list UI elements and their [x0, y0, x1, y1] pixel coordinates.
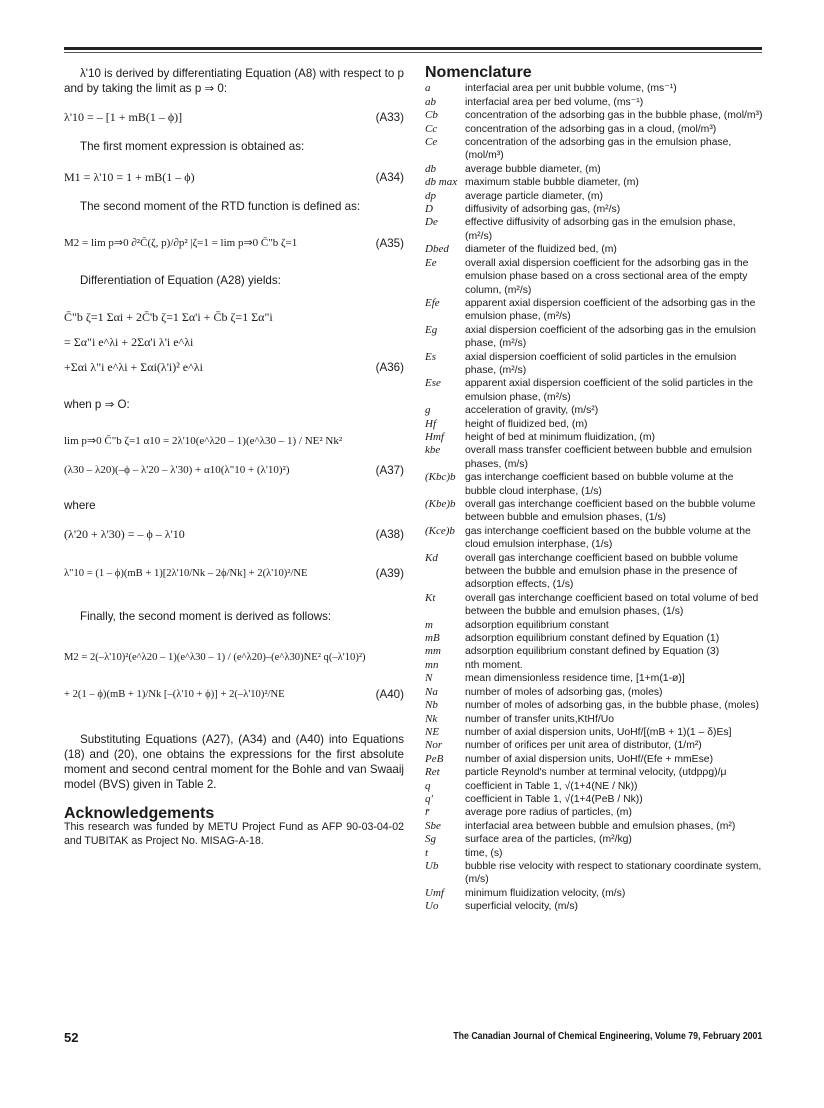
nomenclature-symbol: r̄ — [425, 806, 430, 819]
equation-a36-line3 — [64, 360, 404, 375]
nomenclature-symbol: mn — [425, 658, 439, 671]
nomenclature-column — [425, 66, 765, 914]
nomenclature-item — [425, 780, 765, 793]
first-moment-paragraph: The first moment expression is obtained as: — [80, 140, 305, 153]
nomenclature-definition: gas interchange coefficient based on bubble volume at the bubble cloud interphase, (1/s) — [465, 472, 734, 497]
nomenclature-item — [425, 431, 765, 444]
nomenclature-symbol: PeB — [425, 752, 444, 765]
nomenclature-definition: maximum stable bubble diameter, (m) — [465, 177, 639, 189]
equation-number: (A33) — [375, 111, 404, 124]
nomenclature-symbol: Hmf — [425, 430, 444, 443]
nomenclature-definition: adsorption equilibrium constant defined by Equation (1) — [465, 633, 720, 645]
nomenclature-item — [425, 753, 765, 766]
nomenclature-symbol: (Kbe)b — [425, 498, 456, 510]
nomenclature-definition: overall gas interchange coefficient based on the bubble volume between bubble and emulsion phases, (1/s) — [465, 499, 756, 524]
nomenclature-item — [425, 739, 765, 752]
nomenclature-item — [425, 203, 765, 216]
nomenclature-symbol: g — [425, 404, 431, 417]
nomenclature-definition: number of orifices per unit area of distributor, (1/m²) — [465, 740, 702, 752]
nomenclature-item — [425, 592, 765, 619]
nomenclature-symbol: De — [425, 216, 438, 229]
top-rule — [64, 47, 762, 50]
nomenclature-symbol: Nb — [425, 699, 438, 712]
nomenclature-definition: diameter of the fluidized bed, (m) — [465, 244, 617, 256]
nomenclature-item — [425, 726, 765, 739]
intro-paragraph: λ'10 is derived by differentiating Equation (A8) with respect to p and by taking the limit as p ⇒ 0: — [64, 67, 404, 95]
equation-number: (A35) — [375, 237, 404, 250]
nomenclature-definition: concentration of the adsorbing gas in the emulsion phase, (mol/m³) — [465, 137, 732, 162]
journal-footer: The Canadian Journal of Chemical Engineering, Volume 79, February 2001 — [452, 1031, 762, 1042]
nomenclature-item — [425, 552, 765, 592]
second-moment-paragraph: The second moment of the RTD function is defined as: — [80, 200, 361, 213]
nomenclature-symbol: Cb — [425, 109, 438, 122]
equation-expr: + 2(1 – ϕ)(mB + 1)/Nk [–(λ'10 + ϕ)] + 2(–λ'10)²/NE — [64, 689, 285, 700]
nomenclature-item — [425, 163, 765, 176]
nomenclature-item — [425, 793, 765, 806]
equation-expr: M2 = lim p⇒0 ∂²C̄(ζ, p)/∂p² |ζ=1 = lim p⇒0 C̄"b ζ=1 — [64, 237, 298, 249]
equation-expr: (λ30 – λ20)(–ϕ – λ'20 – λ'30) + α10(λ"10 + (λ'10)²) — [64, 464, 290, 476]
equation-expr: (λ'20 + λ'30) = – ϕ – λ'10 — [64, 527, 185, 541]
nomenclature-symbol: (Kce)b — [425, 524, 455, 537]
nomenclature-definition: overall gas interchange coefficient based on bubble volume between the bubble and emulsion phase in the presence of adsorption effects, (1/s) — [465, 552, 739, 591]
nomenclature-symbol: Eg — [425, 323, 438, 336]
nomenclature-item — [425, 860, 765, 887]
nomenclature-definition: interfacial area between bubble and emulsion phases, (m²) — [465, 820, 736, 832]
nomenclature-item — [425, 216, 765, 243]
nomenclature-item — [425, 444, 765, 471]
nomenclature-item — [425, 847, 765, 860]
nomenclature-definition: gas interchange coefficient based on the bubble volume at the cloud emulsion interphase, (1/s) — [465, 525, 751, 551]
nomenclature-heading: Nomenclature — [425, 64, 532, 81]
equation-expr: λ'10 = – [1 + mB(1 – ϕ)] — [64, 110, 183, 124]
equation-a33 — [64, 110, 404, 125]
nomenclature-symbol: Kt — [425, 591, 436, 604]
nomenclature-symbol: N — [425, 672, 433, 685]
nomenclature-definition: concentration of the adsorbing gas in a cloud, (mol/m³) — [465, 123, 717, 135]
nomenclature-definition: coefficient in Table 1, √(1+4(PeB / Nk)) — [465, 793, 643, 805]
equation-number: (A37) — [375, 464, 404, 477]
nomenclature-symbol: db max — [425, 176, 458, 189]
substituting-paragraph: Substituting Equations (A27), (A34) and (A40) into Equations (18) and (20), one obtains the expressions for the first absolute moment and second central moment for the Bohle and van Swaaij model (BVS) given in Table 2. — [64, 733, 404, 791]
nomenclature-definition: superficial velocity, (m/s) — [465, 901, 578, 913]
nomenclature-item — [425, 377, 765, 404]
nomenclature-symbol: Ee — [425, 256, 437, 269]
nomenclature-symbol: mB — [425, 632, 440, 645]
nomenclature-definition: average pore radius of particles, (m) — [465, 807, 632, 819]
nomenclature-item — [425, 297, 765, 324]
nomenclature-item — [425, 672, 765, 685]
nomenclature-item — [425, 699, 765, 712]
nomenclature-item — [425, 766, 765, 779]
nomenclature-definition: mean dimensionless residence time, [1+m(1-ø)] — [465, 673, 685, 685]
nomenclature-symbol: Ese — [425, 377, 441, 390]
nomenclature-item — [425, 190, 765, 203]
nomenclature-symbol: dp — [425, 189, 436, 202]
nomenclature-item — [425, 404, 765, 417]
nomenclature-item — [425, 525, 765, 552]
nomenclature-symbol: ab — [425, 95, 436, 108]
nomenclature-definition: number of axial dispersion units, UoHf/(Efe + mmEse) — [465, 753, 714, 765]
nomenclature-symbol: a — [425, 82, 431, 95]
equation-expr: λ"10 = (1 – ϕ)(mB + 1)[2λ'10/Nk – 2ϕ/Nk] + 2(λ'10)²/NE — [64, 568, 308, 579]
nomenclature-definition: average bubble diameter, (m) — [465, 163, 601, 175]
nomenclature-item — [425, 82, 765, 95]
nomenclature-item — [425, 833, 765, 846]
differentiation-paragraph: Differentiation of Equation (A28) yields: — [80, 274, 281, 287]
nomenclature-definition: bubble rise velocity with respect to stationary coordinate system, (m/s) — [465, 860, 762, 886]
nomenclature-item — [425, 686, 765, 699]
equation-a35 — [64, 236, 404, 251]
nomenclature-item — [425, 176, 765, 189]
nomenclature-definition: apparent axial dispersion coefficient of the adsorbing gas in the emulsion phase, (m²/s) — [465, 297, 756, 323]
nomenclature-definition: adsorption equilibrium constant defined by Equation (3) — [465, 646, 720, 658]
nomenclature-item — [425, 243, 765, 256]
equation-a36-line2: = Σα"i e^λi + 2Σα'i λ'i e^λi — [64, 335, 194, 349]
equation-number: (A34) — [375, 171, 404, 184]
nomenclature-symbol: D — [425, 203, 433, 216]
nomenclature-item — [425, 806, 765, 819]
nomenclature-item — [425, 96, 765, 109]
acknowledgements-paragraph: This research was funded by METU Project Fund as AFP 90-03-04-02 and TUBITAK as Project No. MISAG-A-18. — [64, 821, 404, 847]
nomenclature-definition: overall mass transfer coefficient between bubble and emulsion phases, (m/s) — [465, 445, 752, 470]
nomenclature-symbol: mm — [425, 645, 441, 658]
nomenclature-definition: adsorption equilibrium constant — [465, 619, 609, 631]
equation-expr: +Σαi λ"i e^λi + Σαi(λ'i)² e^λi — [64, 360, 203, 374]
nomenclature-item — [425, 887, 765, 900]
nomenclature-definition: number of axial dispersion units, UoHf/[(mB + 1)(1 – δ)Es] — [465, 726, 732, 738]
nomenclature-symbol: kbe — [425, 444, 441, 457]
equation-a36-line1: C̄"b ζ=1 Σαi + 2C̄'b ζ=1 Σα'i + C̄b ζ=1 Σα"i — [64, 310, 273, 324]
nomenclature-definition: average particle diameter, (m) — [465, 190, 604, 202]
nomenclature-symbol: Ub — [425, 859, 439, 872]
nomenclature-definition: acceleration of gravity, (m/s²) — [465, 405, 599, 417]
nomenclature-definition: axial dispersion coefficient of solid particles in the emulsion phase, (m²/s) — [465, 351, 737, 376]
nomenclature-definition: diffusivity of adsorbing gas, (m²/s) — [465, 204, 621, 216]
nomenclature-item — [425, 109, 765, 122]
nomenclature-definition: height of bed at minimum fluidization, (m) — [465, 431, 655, 443]
nomenclature-item — [425, 136, 765, 163]
nomenclature-symbol: Ret — [425, 766, 440, 779]
nomenclature-definition: axial dispersion coefficient of the adsorbing gas in the emulsion phase, (m²/s) — [465, 324, 756, 350]
nomenclature-item — [425, 418, 765, 431]
nomenclature-symbol: q — [425, 779, 431, 792]
equation-a37-line2 — [64, 463, 404, 478]
equation-number: (A38) — [375, 528, 404, 541]
nomenclature-symbol: Nor — [425, 739, 443, 752]
nomenclature-definition: minimum fluidization velocity, (m/s) — [465, 887, 626, 899]
nomenclature-item — [425, 471, 765, 498]
nomenclature-definition: surface area of the particles, (m²/kg) — [465, 834, 632, 846]
nomenclature-item — [425, 324, 765, 351]
equation-a39 — [64, 566, 404, 581]
nomenclature-definition: interfacial area per bed volume, (ms⁻¹) — [465, 96, 644, 108]
equation-a37-line1: lim p⇒0 C̄"b ζ=1 α10 = 2λ'10(e^λ20 – 1)(e^λ30 – 1) / NE² Nk² — [64, 435, 343, 447]
nomenclature-definition: interfacial area per unit bubble volume, (ms⁻¹) — [465, 83, 677, 95]
equation-a40-line2 — [64, 687, 404, 702]
nomenclature-item — [425, 619, 765, 632]
nomenclature-symbol: Ce — [425, 136, 438, 149]
nomenclature-definition: overall axial dispersion coefficient for the adsorbing gas in the emulsion phase based on a cross sectional area of the empty column, (m²/s) — [465, 257, 749, 296]
nomenclature-symbol: Uo — [425, 900, 439, 913]
acknowledgements-heading: Acknowledgements — [64, 805, 215, 822]
nomenclature-symbol: Es — [425, 350, 436, 363]
equation-a38 — [64, 527, 404, 542]
nomenclature-item — [425, 713, 765, 726]
nomenclature-symbol: Kd — [425, 551, 438, 564]
page-number: 52 — [64, 1030, 79, 1045]
nomenclature-definition: time, (s) — [465, 847, 503, 859]
nomenclature-symbol: Sg — [425, 833, 436, 846]
nomenclature-definition: particle Reynold's number at terminal velocity, (utdpρg)/μ — [465, 767, 727, 779]
nomenclature-definition: coefficient in Table 1, √(1+4(NE / Nk)) — [465, 780, 638, 792]
equation-number: (A39) — [375, 567, 404, 580]
nomenclature-definition: effective diffusivity of adsorbing gas in the emulsion phase, (m²/s) — [465, 217, 736, 242]
equation-number: (A40) — [375, 688, 404, 701]
nomenclature-symbol: Hf — [425, 417, 436, 430]
nomenclature-symbol: (Kbc)b — [425, 471, 456, 484]
nomenclature-symbol: q' — [425, 792, 433, 805]
nomenclature-list — [425, 82, 765, 913]
nomenclature-definition: number of moles of adsorbing gas, (moles) — [465, 686, 663, 698]
nomenclature-symbol: Dbed — [425, 243, 449, 256]
nomenclature-item — [425, 900, 765, 913]
nomenclature-item — [425, 632, 765, 645]
left-column — [64, 66, 404, 848]
nomenclature-item — [425, 257, 765, 297]
nomenclature-definition: concentration of the adsorbing gas in the bubble phase, (mol/m³) — [465, 110, 763, 122]
where-paragraph: where — [64, 499, 96, 512]
nomenclature-definition: nth moment. — [465, 659, 523, 671]
equation-number: (A36) — [375, 361, 404, 374]
nomenclature-item — [425, 351, 765, 378]
equation-a40-line1: M2 = 2(–λ'10)²(e^λ20 – 1)(e^λ30 – 1) / (e^λ20)–(e^λ30)NE² q(–λ'10)²) — [64, 652, 366, 663]
top-rule-thin — [64, 52, 762, 53]
nomenclature-item — [425, 820, 765, 833]
nomenclature-symbol: Na — [425, 685, 438, 698]
nomenclature-symbol: t — [425, 846, 429, 859]
nomenclature-symbol: Nk — [425, 712, 438, 725]
equation-a34 — [64, 170, 404, 185]
nomenclature-symbol: NE — [425, 725, 440, 738]
nomenclature-definition: number of moles of adsorbing gas, in the bubble phase, (moles) — [465, 700, 759, 712]
nomenclature-symbol: Umf — [425, 886, 444, 899]
nomenclature-definition: number of transfer units,KtHf/Uo — [465, 713, 614, 725]
finally-paragraph: Finally, the second moment is derived as follows: — [80, 610, 332, 623]
nomenclature-item — [425, 123, 765, 136]
when-paragraph: when p ⇒ O: — [64, 398, 130, 411]
nomenclature-symbol: m — [425, 618, 433, 631]
nomenclature-definition: height of fluidized bed, (m) — [465, 418, 588, 430]
nomenclature-item — [425, 498, 765, 525]
nomenclature-item — [425, 645, 765, 658]
equation-expr: M1 = λ'10 = 1 + mB(1 – ϕ) — [64, 170, 195, 184]
nomenclature-definition: overall gas interchange coefficient based on total volume of bed between the bubble and emulsion phases, (1/s) — [465, 592, 759, 618]
nomenclature-symbol: Cc — [425, 122, 438, 135]
nomenclature-item — [425, 659, 765, 672]
nomenclature-symbol: Efe — [425, 296, 440, 309]
nomenclature-symbol: Sbe — [425, 819, 441, 832]
nomenclature-definition: apparent axial dispersion coefficient of the solid particles in the emulsion phase, (m²/s) — [465, 378, 754, 403]
nomenclature-symbol: db — [425, 162, 436, 175]
